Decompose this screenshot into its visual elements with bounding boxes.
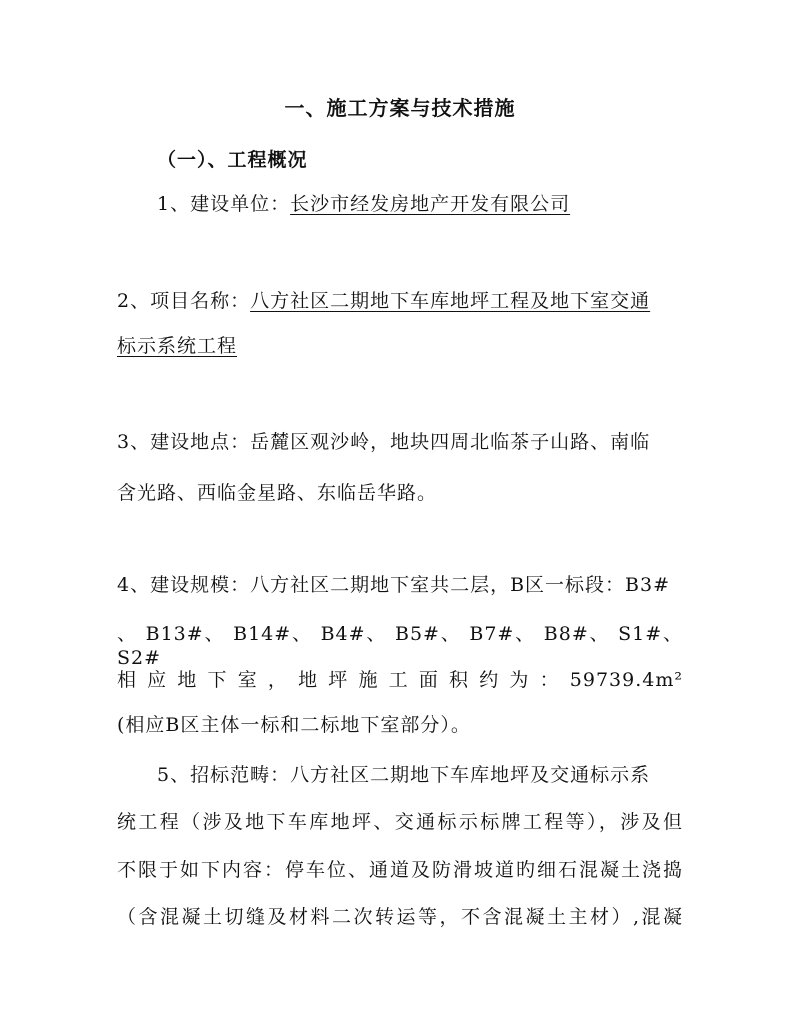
section-heading: （一）、工程概况 (157, 149, 308, 171)
project-name-value: 八方社区二期地下车库地坪工程及地下室交通 (250, 290, 651, 312)
item-scope-line4: （含混凝土切缝及材料二次转运等，不含混凝土主材）,混凝 (117, 906, 683, 928)
item-scope-line2: 统工程（涉及地下车库地坪、交通标示标牌工程等），涉及但 (117, 811, 683, 833)
item-location-line2: 含光路、西临金星路、东临岳华路。 (117, 482, 438, 504)
item-scope-line3: 不限于如下内容：停车位、通道及防滑坡道旳细石混凝土浇捣 (117, 859, 683, 881)
item-label: 1、建设单位： (157, 193, 291, 215)
page-title: 一、施工方案与技术措施 (284, 96, 516, 120)
item-location-line1: 3、建设地点：岳麓区观沙岭，地块四周北临茶子山路、南临 (117, 431, 651, 453)
item-scope-line1: 5、招标范畴：八方社区二期地下车库地坪及交通标示系 (157, 764, 651, 786)
project-name-value-cont: 标示系统工程 (117, 335, 238, 357)
item-scale-line1: 4、建设规模：八方社区二期地下室共二层，B区一标段：B3# (117, 574, 671, 596)
item-scale-line4: (相应B区主体一标和二标地下室部分）。 (117, 714, 471, 736)
construction-unit-value: 长沙市经发房地产开发有限公司 (290, 193, 571, 215)
item-scale-line3: 相 应 地 下 室 ， 地 坪 施 工 面 积 约 为 ： 59739.4m² (117, 669, 683, 691)
item-construction-unit (157, 192, 570, 216)
item-label: 2、项目名称： (117, 290, 251, 312)
item-scale-line2: 、 B13#、 B14#、 B4#、 B5#、 B7#、 B8#、 S1#、 S2# (117, 623, 683, 669)
item-project-name (117, 289, 650, 313)
